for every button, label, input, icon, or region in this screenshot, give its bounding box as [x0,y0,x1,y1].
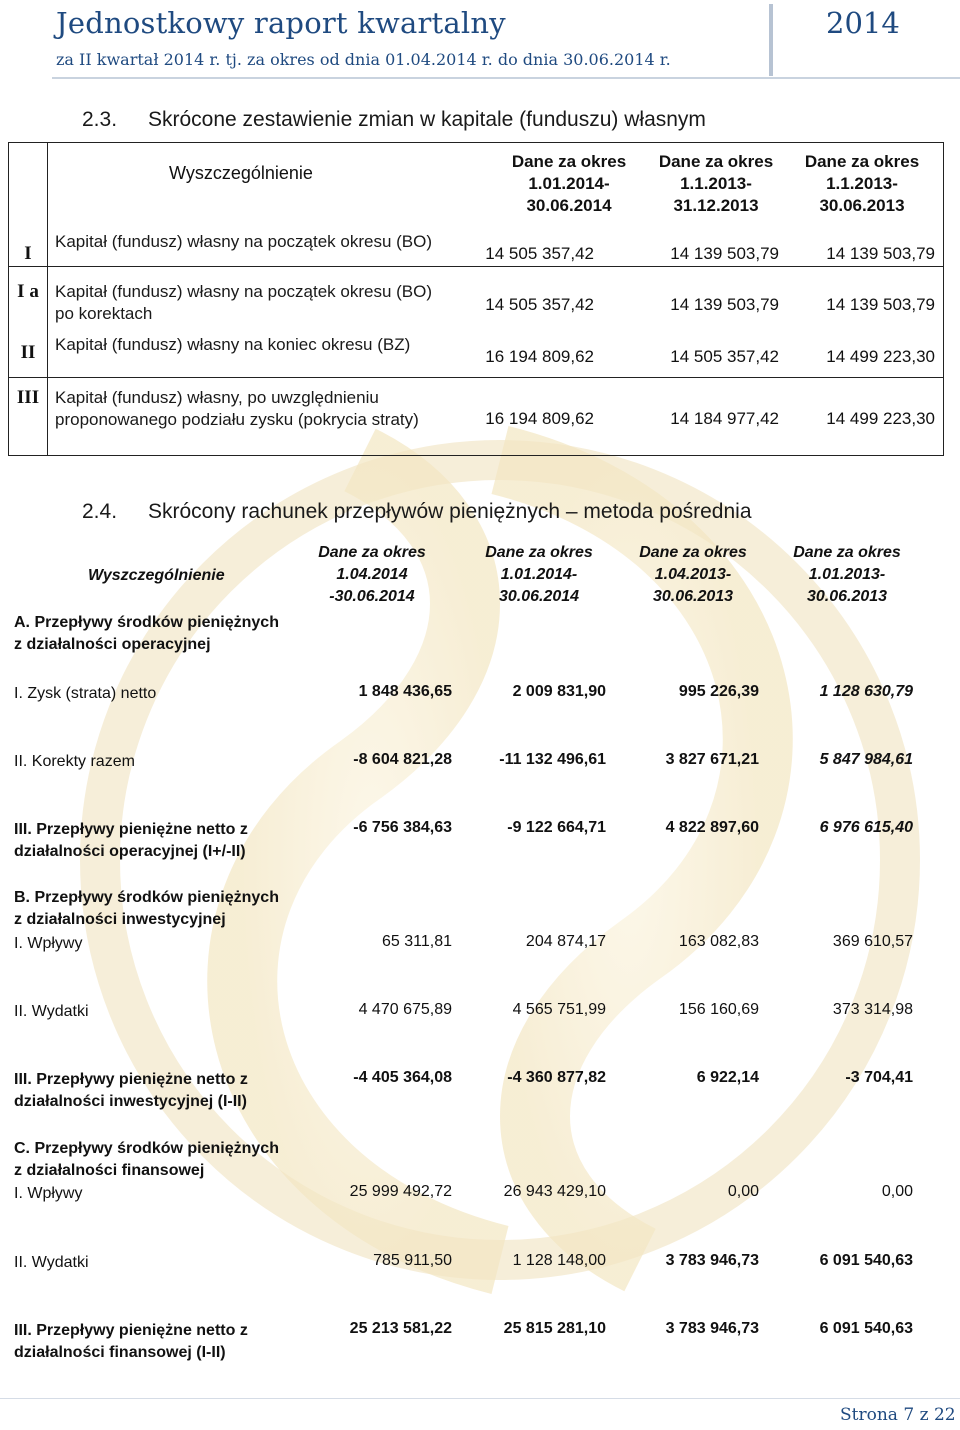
value-cell: 995 226,39 [678,683,759,700]
value-cell: -9 122 664,71 [507,819,606,836]
column-header [504,151,634,217]
column-header [767,542,927,608]
value-cell: 156 160,69 [678,1001,759,1018]
row-label-line: Kapitał (fundusz) własny na początek okresu (BO) [55,282,433,301]
row-label: II. Wydatki [14,1254,89,1271]
row-label-line: działalności finansowej (I-II) [14,1344,226,1361]
value-cell: 14 505 357,42 [485,295,594,314]
report-title: Jednostkowy raport kwartalny [56,6,506,40]
section-number: 2.3. [82,108,118,131]
row-label: I. Wpływy [14,935,83,952]
header-line: 30.06.2014 [526,196,612,215]
value-cell: 3 783 946,73 [665,1320,759,1337]
header-line: 1.04.2013- [654,566,732,583]
group-heading-line: z działalności finansowej [14,1162,205,1179]
column-header-description: Wyszczególnienie [88,567,225,584]
group-heading-operating [14,612,279,656]
row-number: I a [17,281,39,302]
table-rule [9,266,943,267]
header-line: Dane za okres [639,544,747,561]
group-heading-investing [14,887,279,931]
table-divider [47,143,48,455]
row-label [14,819,248,863]
header-line: -30.06.2014 [329,588,415,605]
row-label [14,1069,248,1113]
group-heading-line: z działalności inwestycyjnej [14,911,226,928]
header-line: 1.1.2013- [680,174,752,193]
section-number: 2.4. [82,500,118,523]
header-line: 1.01.2014- [500,566,578,583]
value-cell: 785 911,50 [373,1252,452,1269]
value-cell: 14 184 977,42 [670,409,779,428]
total-pages: 22 [933,1405,956,1425]
value-cell: 1 128 148,00 [512,1252,606,1269]
row-label-line: III. Przepływy pieniężne netto z [14,1071,248,1088]
footer-rule [0,1398,960,1399]
value-cell: 1 848 436,65 [358,683,452,700]
table-rule [9,377,943,378]
value-cell: 204 874,17 [525,933,606,950]
header-line: 1.01.2014- [528,174,610,193]
equity-changes-table [8,142,944,456]
header-line: 1.04.2014 [336,566,408,583]
value-cell: -11 132 496,61 [499,751,606,768]
value-cell: 369 610,57 [832,933,913,950]
row-number: II [20,342,36,363]
value-cell: 163 082,83 [678,933,759,950]
value-cell: 14 139 503,79 [670,295,779,314]
value-cell: 26 943 429,10 [503,1183,606,1200]
value-cell: 14 499 223,30 [826,409,935,428]
value-cell: 2 009 831,90 [512,683,606,700]
value-cell: 6 976 615,40 [819,819,913,836]
column-header [459,542,619,608]
current-page: 7 [903,1405,915,1425]
header-line: 1.1.2013- [826,174,898,193]
row-label: Kapitał (fundusz) własny na koniec okresu (BZ) [55,335,411,354]
header-line: 30.06.2013 [652,588,734,605]
value-cell: -6 756 384,63 [353,819,452,836]
row-label: II. Wydatki [14,1003,89,1020]
value-cell: 3 783 946,73 [665,1252,759,1269]
value-cell: -3 704,41 [845,1069,913,1086]
report-subtitle: za II kwartał 2014 r. tj. za okres od dnia 01.04.2014 r. do dnia 30.06.2014 r. [56,50,671,69]
group-heading-line: z działalności operacyjnej [14,636,211,653]
value-cell: 0,00 [881,1183,913,1200]
page-prefix: Strona [840,1405,898,1425]
header-line: Dane za okres [511,152,627,171]
header-line: 30.06.2013 [806,588,888,605]
header-rule [52,77,960,79]
value-cell: 16 194 809,62 [485,347,594,366]
header-line: 31.12.2013 [673,196,759,215]
row-label-line: działalności operacyjnej (I+/-II) [14,843,246,860]
column-header [797,151,927,217]
row-label-line: proponowanego podziału zysku (pokrycia straty) [55,410,419,429]
value-cell: 25 999 492,72 [349,1183,452,1200]
group-heading-line: B. Przepływy środków pieniężnych [14,889,279,906]
row-label: II. Korekty razem [14,753,135,770]
row-label-line: III. Przepływy pieniężne netto z [14,821,248,838]
row-label: I. Zysk (strata) netto [14,685,157,702]
row-label [14,1320,248,1364]
header-line: 30.06.2013 [819,196,905,215]
section-title-text: Skrócony rachunek przepływów pieniężnych – metoda pośrednia [148,500,752,523]
value-cell: 6 922,14 [696,1069,759,1086]
row-number: III [16,387,40,408]
value-cell: 3 827 671,21 [665,751,759,768]
page-separator: z [919,1405,929,1425]
column-header-description: Wyszczególnienie [169,163,313,183]
value-cell: 14 505 357,42 [670,347,779,366]
group-heading-financing [14,1138,279,1182]
group-heading-line: C. Przepływy środków pieniężnych [14,1140,279,1157]
value-cell: 6 091 540,63 [819,1320,913,1337]
value-cell: 14 139 503,79 [670,244,779,263]
value-cell: -4 360 877,82 [507,1069,606,1086]
header-line: Dane za okres [804,152,920,171]
value-cell: 16 194 809,62 [485,409,594,428]
row-label-line: Kapitał (fundusz) własny, po uwzględnieniu [55,388,379,407]
row-label-line: po korektach [55,304,153,323]
value-cell: 1 128 630,79 [819,683,913,700]
value-cell: 373 314,98 [832,1001,913,1018]
value-cell: 25 815 281,10 [503,1320,606,1337]
value-cell: 4 822 897,60 [665,819,759,836]
header-line: Dane za okres [793,544,901,561]
row-label [55,281,432,325]
row-label [55,387,419,431]
row-label-line: działalności inwestycyjnej (I-II) [14,1093,247,1110]
section-2-4-title [82,500,752,524]
header-line: Dane za okres [318,544,426,561]
header-line: Dane za okres [485,544,593,561]
header-line: Dane za okres [658,152,774,171]
value-cell: 14 499 223,30 [826,347,935,366]
report-year: 2014 [826,6,900,40]
value-cell: 65 311,81 [382,933,452,950]
value-cell: 4 565 751,99 [512,1001,606,1018]
column-header [613,542,773,608]
value-cell: 14 505 357,42 [485,244,594,263]
page-number [840,1405,956,1425]
value-cell: 14 139 503,79 [826,244,935,263]
value-cell: 14 139 503,79 [826,295,935,314]
value-cell: -4 405 364,08 [353,1069,452,1086]
row-label: Kapitał (fundusz) własny na początek okresu (BO) [55,232,433,251]
header-line: 30.06.2014 [498,588,580,605]
column-header [292,542,452,608]
value-cell: -8 604 821,28 [353,751,452,768]
value-cell: 25 213 581,22 [349,1320,452,1337]
value-cell: 6 091 540,63 [819,1252,913,1269]
section-2-3-title [82,108,706,132]
row-label: I. Wpływy [14,1185,83,1202]
row-number: I [24,243,32,264]
group-heading-line: A. Przepływy środków pieniężnych [14,614,279,631]
value-cell: 4 470 675,89 [358,1001,452,1018]
value-cell: 5 847 984,61 [819,751,913,768]
column-header [651,151,781,217]
section-title-text: Skrócone zestawienie zmian w kapitale (funduszu) własnym [148,108,706,131]
header-line: 1.01.2013- [808,566,886,583]
value-cell: 0,00 [727,1183,759,1200]
header-divider [769,4,773,76]
row-label-line: III. Przepływy pieniężne netto z [14,1322,248,1339]
